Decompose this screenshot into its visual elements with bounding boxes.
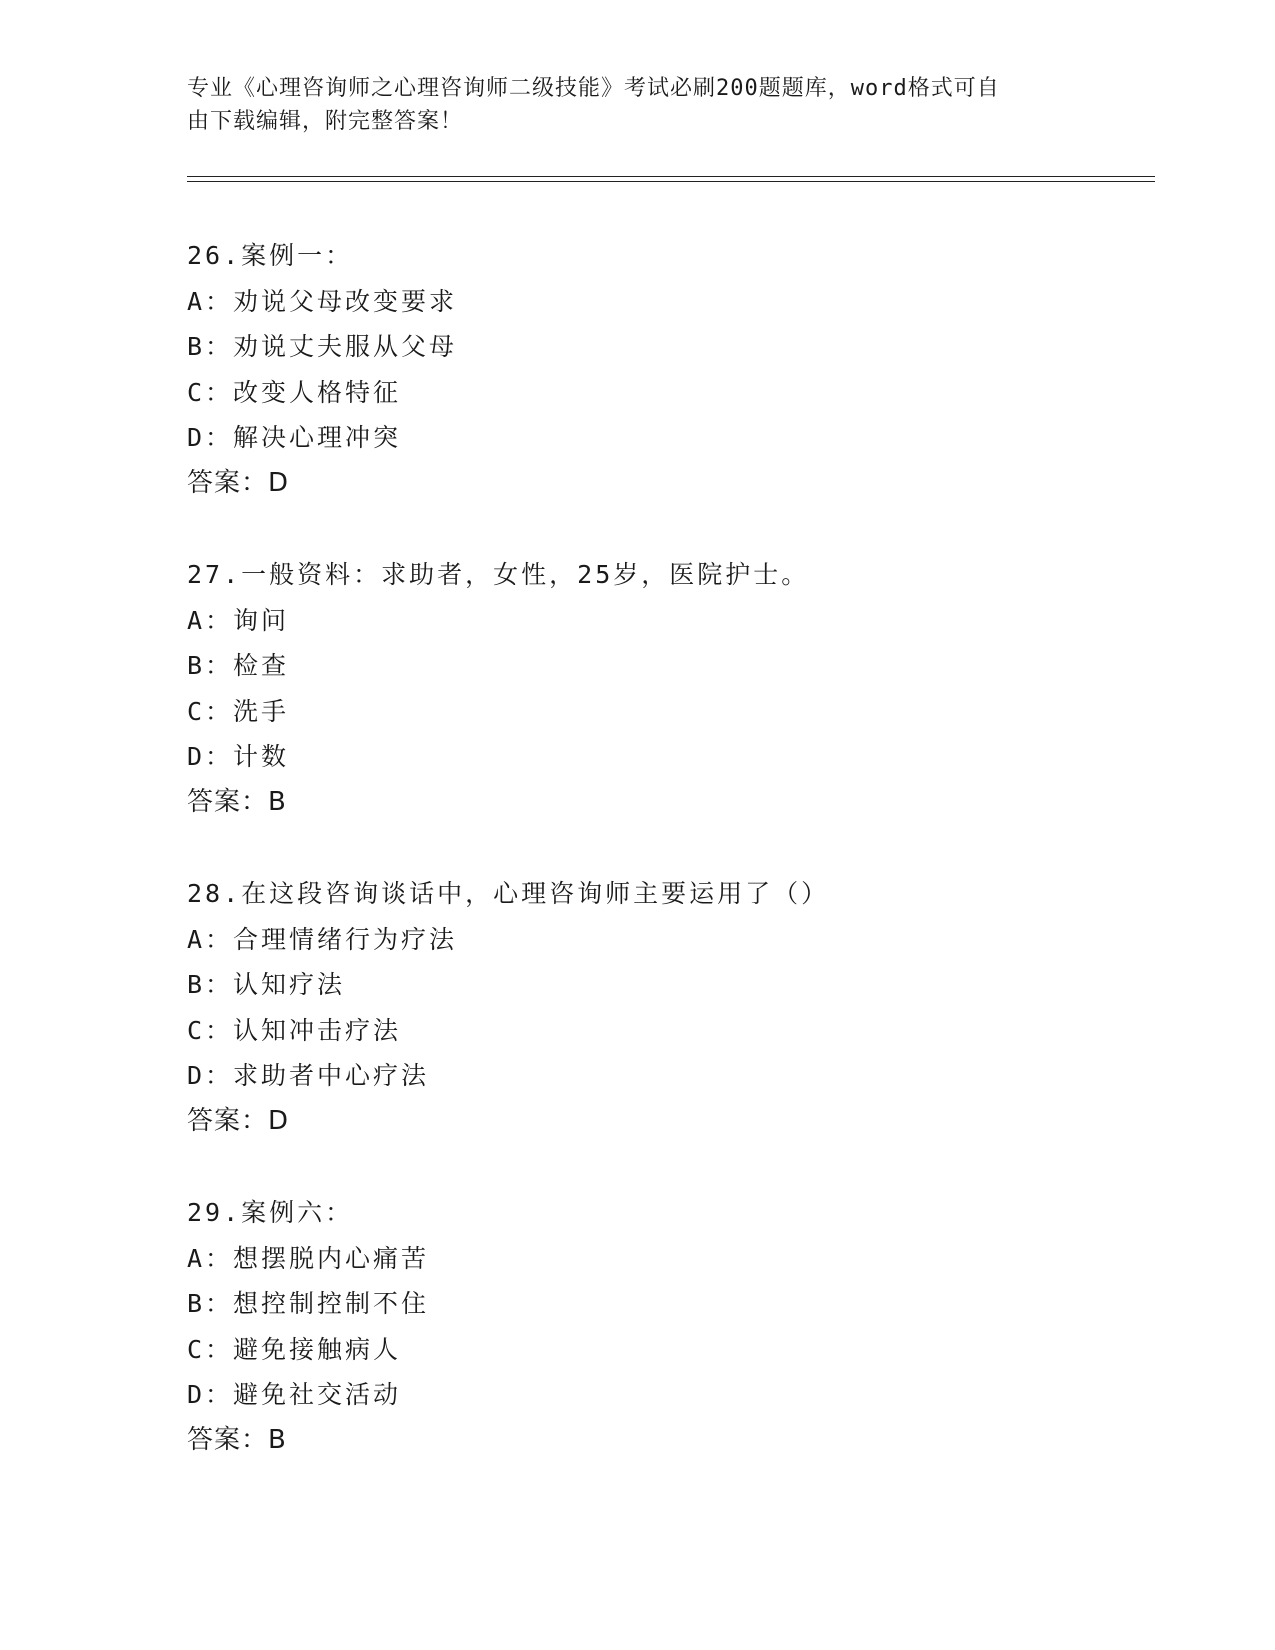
option-b: B：想控制控制不住 bbox=[187, 1289, 430, 1318]
option-c: C：避免接触病人 bbox=[187, 1334, 402, 1364]
question-27 bbox=[187, 552, 1087, 825]
header-line-1: 专业《心理咨询师之心理咨询师二级技能》考试必刷200题题库，word格式可自 bbox=[187, 76, 1000, 101]
option-d: D：求助者中心疗法 bbox=[187, 1061, 430, 1090]
question-stem: 29.案例六： bbox=[187, 1198, 354, 1227]
question-26 bbox=[187, 233, 1087, 506]
question-stem: 28.在这段咨询谈话中，心理咨询师主要运用了（） bbox=[187, 879, 830, 908]
question-stem: 26.案例一： bbox=[187, 241, 354, 270]
option-d: D：解决心理冲突 bbox=[187, 423, 402, 452]
option-c: C：认知冲击疗法 bbox=[187, 1015, 402, 1045]
question-29 bbox=[187, 1190, 1087, 1463]
header-divider-bottom bbox=[187, 181, 1155, 182]
option-b: B：劝说丈夫服从父母 bbox=[187, 332, 458, 361]
answer-line: 答案：D bbox=[187, 467, 290, 498]
option-a: A：合理情绪行为疗法 bbox=[187, 924, 458, 954]
option-d: D：避免社交活动 bbox=[187, 1380, 402, 1409]
option-b: B：检查 bbox=[187, 651, 290, 680]
answer-line: 答案：B bbox=[187, 1424, 287, 1455]
option-a: A：询问 bbox=[187, 605, 290, 635]
answer-line: 答案：B bbox=[187, 786, 287, 817]
option-d: D：计数 bbox=[187, 742, 290, 771]
header-line-2: 由下载编辑，附完整答案！ bbox=[187, 109, 464, 134]
document-header bbox=[187, 72, 1087, 138]
question-28 bbox=[187, 871, 1087, 1144]
answer-line: 答案：D bbox=[187, 1105, 290, 1136]
header-divider-top bbox=[187, 176, 1155, 177]
option-b: B：认知疗法 bbox=[187, 970, 346, 999]
option-a: A：想摆脱内心痛苦 bbox=[187, 1243, 430, 1273]
option-a: A：劝说父母改变要求 bbox=[187, 286, 458, 316]
option-c: C：改变人格特征 bbox=[187, 377, 402, 407]
question-stem: 27.一般资料：求助者，女性，25岁，医院护士。 bbox=[187, 560, 810, 589]
option-c: C：洗手 bbox=[187, 696, 290, 726]
